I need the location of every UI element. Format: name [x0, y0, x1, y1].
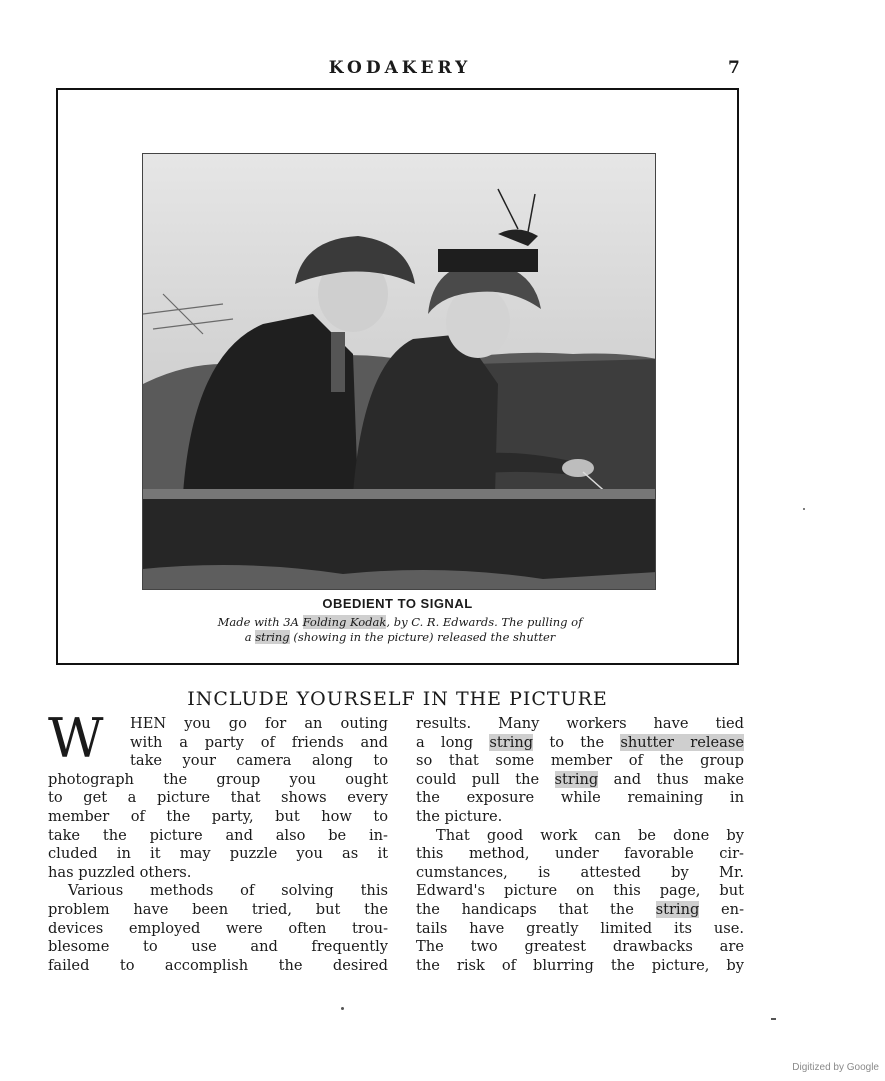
- scan-speck: [803, 508, 805, 510]
- running-header-title: KODAKERY: [328, 58, 472, 78]
- text-line: this method, under favorable cir-: [416, 845, 744, 863]
- text-line: failed to accomplish the desired: [48, 956, 388, 974]
- text-line: Various methods of solving this: [68, 882, 388, 900]
- article-title: INCLUDE YOURSELF IN THE PICTURE: [187, 688, 608, 710]
- text-line: take the picture and also be in-: [48, 826, 388, 844]
- text-line: The two greatest drawbacks are: [416, 938, 744, 956]
- text-line: photograph the group you ought: [48, 770, 388, 788]
- text-line: with a party of friends and: [130, 733, 388, 751]
- text-segment: the handicaps that the: [416, 900, 656, 918]
- text-line: Edward's picture on this page, but: [416, 882, 744, 900]
- text-line: the picture.: [416, 807, 503, 825]
- text-line: results. Many workers have tied: [416, 715, 744, 732]
- digitized-watermark: Digitized by Google: [792, 1062, 879, 1073]
- text-line: That good work can be done by: [436, 826, 744, 844]
- text-line: the exposure while remaining in: [416, 789, 744, 807]
- scan-speck: [771, 1018, 776, 1020]
- text-line: [416, 771, 744, 790]
- text-line: devices employed were often trou-: [48, 919, 388, 937]
- photograph: [142, 153, 656, 590]
- text-line: [416, 901, 744, 920]
- text-line: cluded in it may puzzle you as it: [48, 845, 388, 863]
- highlighted-term: shutter release: [620, 733, 744, 751]
- article-column-left: [48, 715, 388, 975]
- text-line: the risk of blurring the picture, by: [416, 956, 744, 974]
- highlighted-term: string: [554, 770, 599, 788]
- figure-caption-title: OBEDIENT TO SIGNAL: [322, 596, 473, 611]
- page-number: 7: [728, 58, 740, 78]
- text-segment: could pull the: [416, 770, 555, 788]
- highlighted-term: string: [489, 733, 534, 751]
- caption-text-segment: a: [244, 630, 256, 644]
- text-line: problem have been tried, but the: [48, 900, 388, 918]
- drop-cap: W: [48, 707, 104, 770]
- text-segment: to the: [533, 733, 621, 751]
- article-column-right: [416, 715, 744, 975]
- text-line: cumstances, is attested by Mr.: [416, 863, 744, 881]
- highlighted-term: Folding Kodak: [302, 615, 387, 629]
- highlighted-term: string: [655, 900, 700, 918]
- caption-text-segment: , by C. R. Edwards. The pulling of: [386, 615, 583, 629]
- caption-line-2: [245, 630, 556, 644]
- scan-speck: [341, 1007, 344, 1010]
- text-line: tails have greatly limited its use.: [416, 919, 744, 937]
- text-line: so that some member of the group: [416, 752, 744, 770]
- text-line: [416, 734, 744, 753]
- text-line: take your camera along to: [130, 752, 388, 770]
- text-line: blesome to use and frequently: [48, 938, 388, 956]
- text-segment: en-: [699, 900, 744, 918]
- caption-line-1: [218, 615, 583, 629]
- text-segment: and thus make: [598, 770, 745, 788]
- caption-text-segment: (showing in the picture) released the shutter: [289, 630, 556, 644]
- text-line: to get a picture that shows every: [48, 789, 388, 807]
- caption-text-segment: Made with 3A: [217, 615, 303, 629]
- text-line: has puzzled others.: [48, 863, 192, 881]
- text-line: member of the party, but how to: [48, 807, 388, 825]
- text-segment: a long: [416, 733, 490, 751]
- text-line: HEN you go for an outing: [130, 715, 388, 732]
- figure-caption: [150, 615, 650, 645]
- highlighted-term: string: [255, 630, 290, 644]
